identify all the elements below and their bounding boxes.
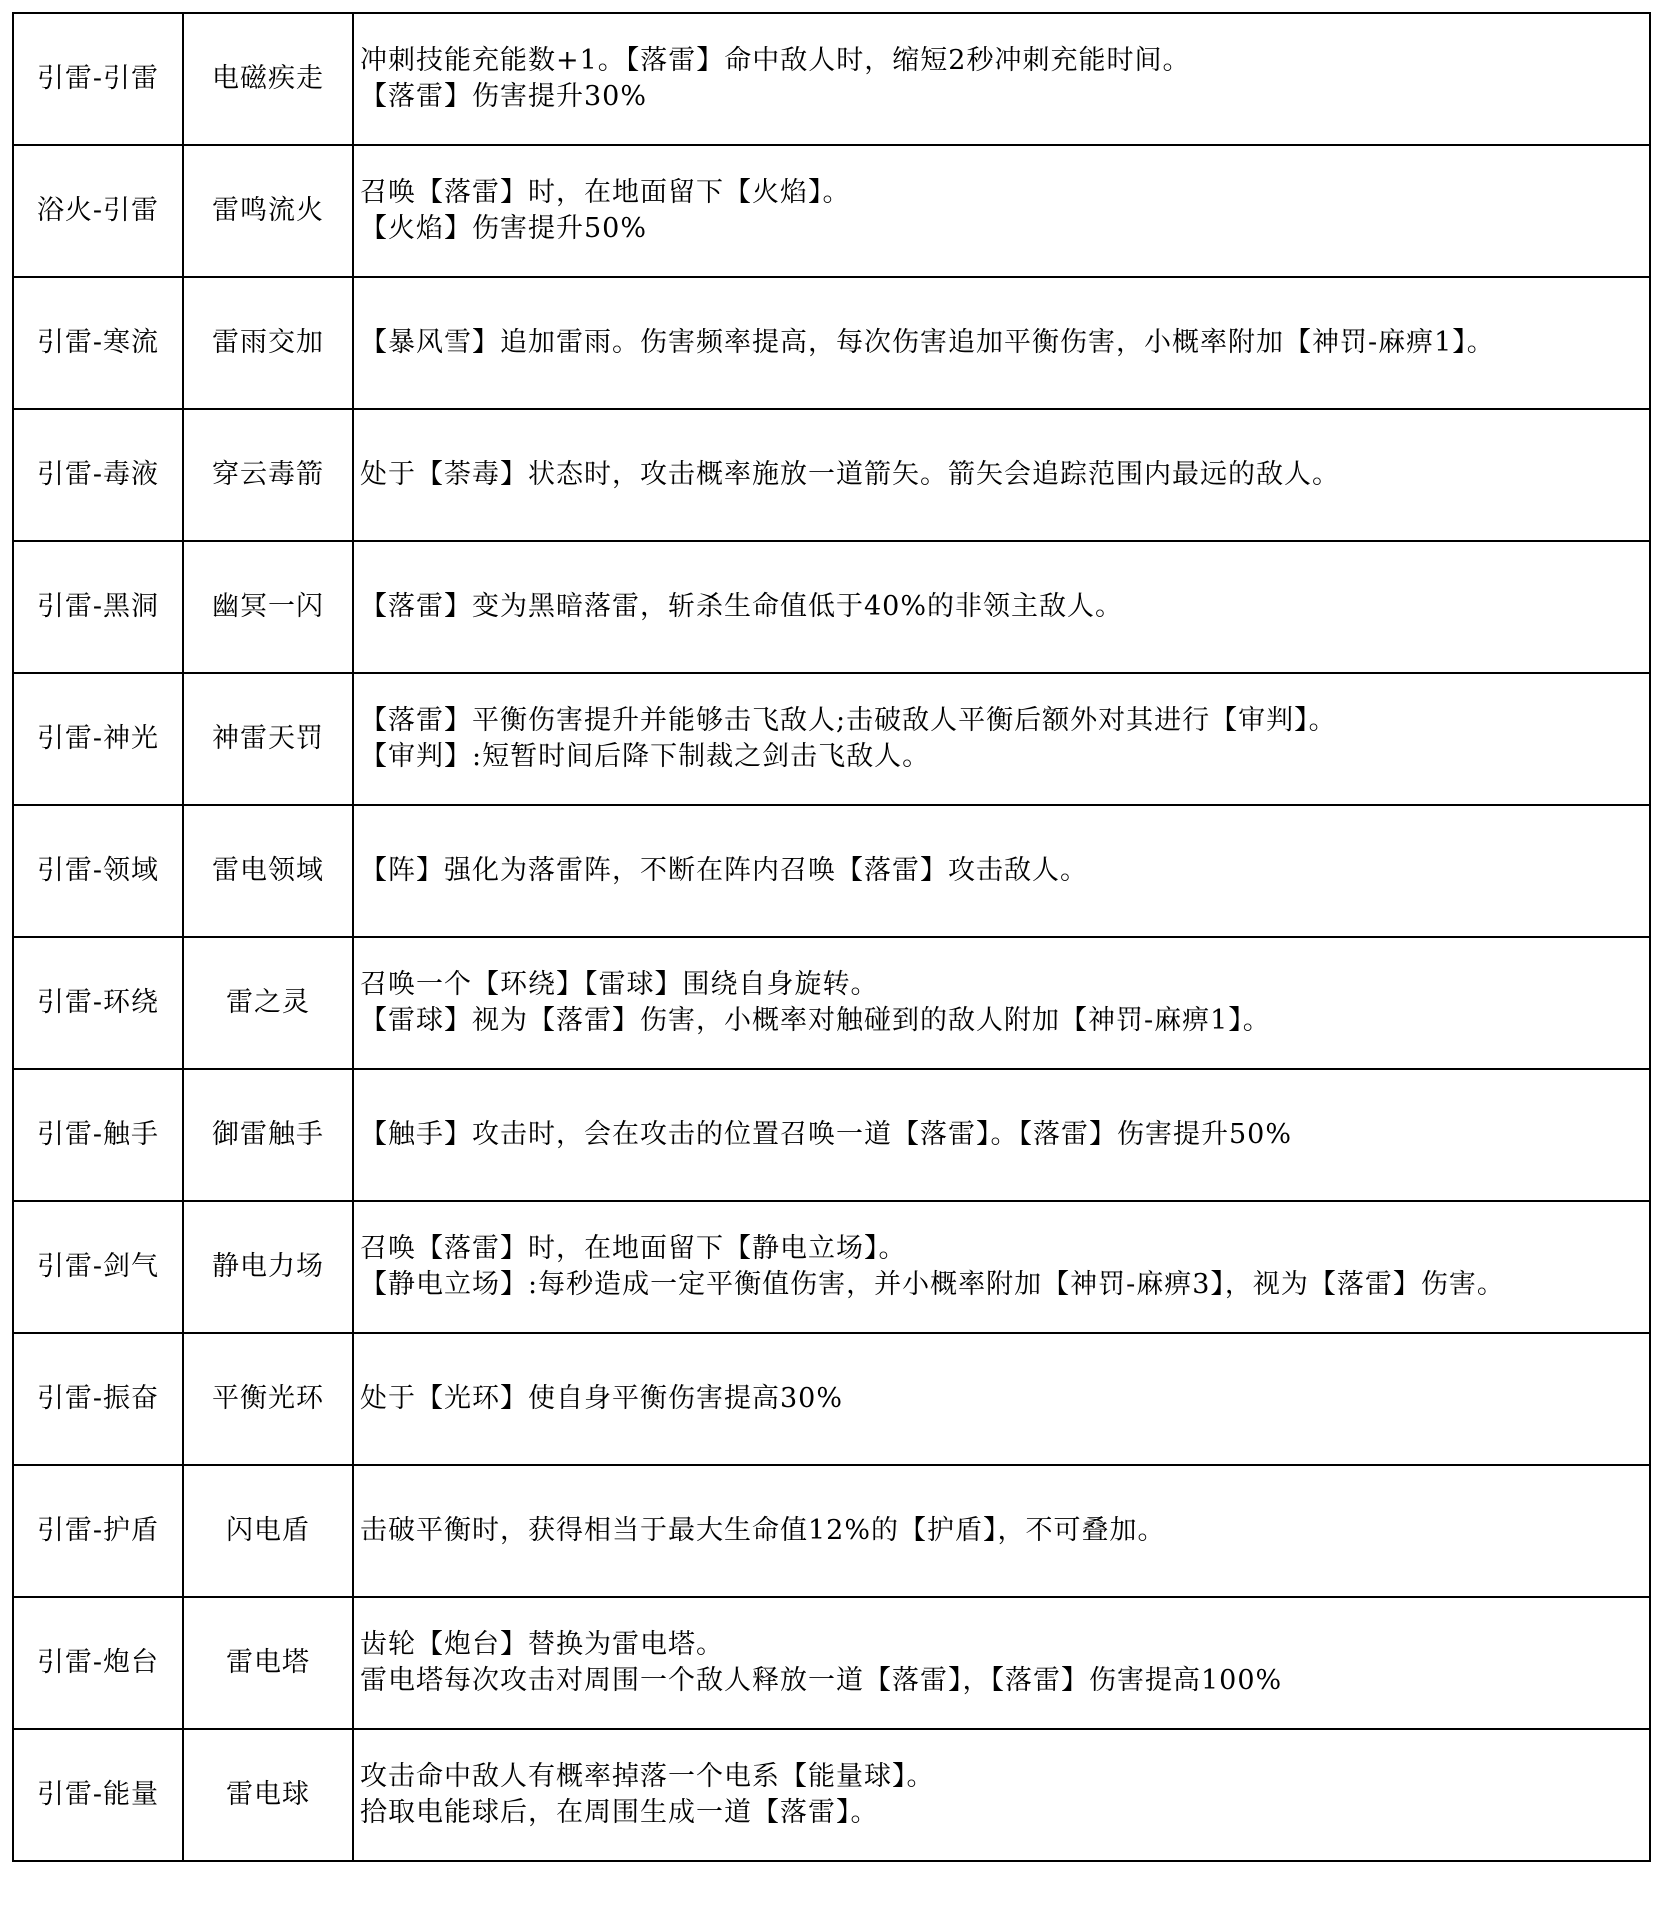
combo-cell: 引雷-寒流 (13, 277, 183, 409)
table-row (13, 1201, 1650, 1333)
description-line: 【静电立场】:每秒造成一定平衡值伤害，并小概率附加【神罚-麻痹3】，视为【落雷】伤害。 (360, 1269, 1505, 1300)
combo-cell: 引雷-毒液 (13, 409, 183, 541)
description-line: 【审判】:短暂时间后降下制裁之剑击飞敌人。 (360, 741, 931, 772)
description-cell (353, 409, 1650, 541)
skill-name-cell: 神雷天罚 (183, 673, 353, 805)
description-line: 召唤一个【环绕】【雷球】围绕自身旋转。 (360, 969, 879, 1000)
table-row (13, 1597, 1650, 1729)
skill-name-cell: 穿云毒箭 (183, 409, 353, 541)
description-cell (353, 673, 1650, 805)
description-cell (353, 1201, 1650, 1333)
skill-name-cell: 电磁疾走 (183, 13, 353, 145)
description-cell (353, 1729, 1650, 1861)
skill-name-cell: 雷雨交加 (183, 277, 353, 409)
combo-cell: 引雷-剑气 (13, 1201, 183, 1333)
skill-name-cell: 雷电领域 (183, 805, 353, 937)
combo-cell: 引雷-环绕 (13, 937, 183, 1069)
description-cell (353, 805, 1650, 937)
description-cell (353, 1465, 1650, 1597)
combo-cell: 引雷-振奋 (13, 1333, 183, 1465)
description-cell (353, 277, 1650, 409)
combo-cell: 浴火-引雷 (13, 145, 183, 277)
description-line: 冲刺技能充能数+1。【落雷】命中敌人时，缩短2秒冲刺充能时间。 (360, 45, 1191, 76)
description-line: 【阵】强化为落雷阵，不断在阵内召唤【落雷】攻击敌人。 (360, 855, 1088, 886)
table-row (13, 409, 1650, 541)
combo-cell: 引雷-领域 (13, 805, 183, 937)
table-row (13, 13, 1650, 145)
skill-name-cell: 静电力场 (183, 1201, 353, 1333)
description-cell (353, 541, 1650, 673)
table-row (13, 805, 1650, 937)
skill-name-cell: 闪电盾 (183, 1465, 353, 1597)
table-row (13, 145, 1650, 277)
description-cell (353, 1597, 1650, 1729)
skill-combo-table (12, 12, 1651, 1862)
combo-cell: 引雷-黑洞 (13, 541, 183, 673)
description-line: 齿轮【炮台】替换为雷电塔。 (360, 1629, 724, 1660)
combo-cell: 引雷-引雷 (13, 13, 183, 145)
description-cell (353, 1069, 1650, 1201)
skill-name-cell: 幽冥一闪 (183, 541, 353, 673)
table-row (13, 1333, 1650, 1465)
table-row (13, 1069, 1650, 1201)
table-row (13, 673, 1650, 805)
description-line: 雷电塔每次攻击对周围一个敌人释放一道【落雷】，【落雷】伤害提高100% (360, 1665, 1283, 1696)
skill-name-cell: 雷电球 (183, 1729, 353, 1861)
description-line: 召唤【落雷】时，在地面留下【静电立场】。 (360, 1233, 907, 1264)
combo-cell: 引雷-神光 (13, 673, 183, 805)
combo-cell: 引雷-触手 (13, 1069, 183, 1201)
description-line: 击破平衡时，获得相当于最大生命值12%的【护盾】，不可叠加。 (360, 1515, 1166, 1546)
description-line: 【触手】攻击时，会在攻击的位置召唤一道【落雷】。【落雷】伤害提升50% (360, 1119, 1293, 1150)
description-line: 攻击命中敌人有概率掉落一个电系【能量球】。 (360, 1761, 935, 1792)
description-line: 【火焰】伤害提升50% (360, 213, 648, 244)
table-row (13, 277, 1650, 409)
description-cell (353, 937, 1650, 1069)
skill-name-cell: 御雷触手 (183, 1069, 353, 1201)
combo-cell: 引雷-能量 (13, 1729, 183, 1861)
description-cell (353, 13, 1650, 145)
description-cell (353, 145, 1650, 277)
description-line: 处于【荼毒】状态时，攻击概率施放一道箭矢。箭矢会追踪范围内最远的敌人。 (360, 459, 1340, 490)
table-row (13, 1465, 1650, 1597)
skill-name-cell: 雷之灵 (183, 937, 353, 1069)
combo-cell: 引雷-炮台 (13, 1597, 183, 1729)
table-row (13, 1729, 1650, 1861)
combo-cell: 引雷-护盾 (13, 1465, 183, 1597)
skill-table-body (13, 13, 1650, 1861)
description-line: 【落雷】伤害提升30% (360, 81, 648, 112)
table-row (13, 937, 1650, 1069)
skill-name-cell: 雷电塔 (183, 1597, 353, 1729)
description-line: 【暴风雪】追加雷雨。伤害频率提高，每次伤害追加平衡伤害，小概率附加【神罚-麻痹1】。 (360, 327, 1495, 358)
table-row (13, 541, 1650, 673)
description-line: 【落雷】平衡伤害提升并能够击飞敌人;击破敌人平衡后额外对其进行【审判】。 (360, 705, 1337, 736)
description-line: 拾取电能球后，在周围生成一道【落雷】。 (360, 1797, 879, 1828)
description-line: 处于【光环】使自身平衡伤害提高30% (360, 1383, 844, 1414)
skill-name-cell: 平衡光环 (183, 1333, 353, 1465)
description-cell (353, 1333, 1650, 1465)
skill-name-cell: 雷鸣流火 (183, 145, 353, 277)
description-line: 【落雷】变为黑暗落雷，斩杀生命值低于40%的非领主敌人。 (360, 591, 1124, 622)
description-line: 【雷球】视为【落雷】伤害，小概率对触碰到的敌人附加【神罚-麻痹1】。 (360, 1005, 1271, 1036)
description-line: 召唤【落雷】时，在地面留下【火焰】。 (360, 177, 851, 208)
